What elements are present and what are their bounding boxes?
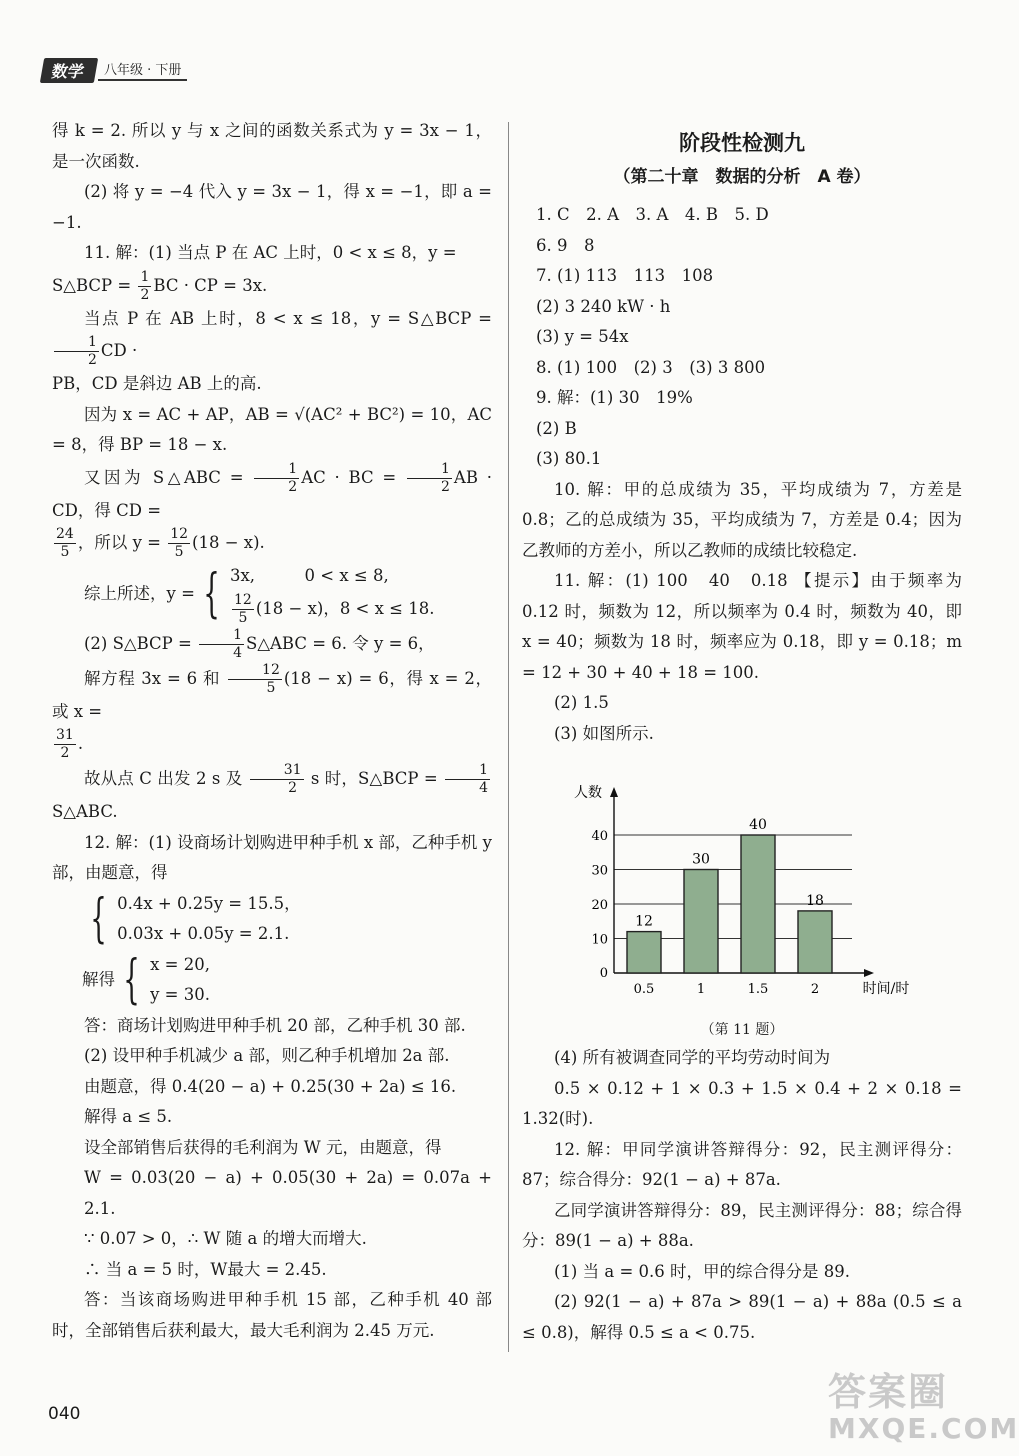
text-span: ，所以 y = [77,533,167,552]
x-tick-label: 1.5 [747,982,769,997]
y-tick-label: 30 [591,863,608,879]
text-line: 答：商场计划购进甲种手机 20 部，乙种手机 30 部. [84,1015,466,1035]
fraction [228,662,282,697]
fraction-numerator: 1 [254,461,299,479]
text-span: CD · [100,341,138,360]
fraction-numerator: 1 [54,334,99,352]
text-line [52,461,492,527]
watermark-logo [828,1370,1019,1444]
brace-symbol: { [203,563,220,624]
text-line: 9. 解：(1) 30 19% [536,388,693,407]
text-line [52,304,492,370]
text-line: (4) 所有被调查同学的平均劳动时间为 [554,1048,831,1067]
text-line: (3) y = 54x [536,327,629,346]
right-column [522,126,962,1348]
fraction-denominator: 5 [266,679,276,696]
text-line: (2) 92(1 − a) + 87a > 89(1 − a) + 88a (0.5 ≤ a ≤ 0.8)，解得 0.5 ≤ a < 0.75. [522,1292,962,1342]
text-line: 0.5 × 0.12 + 1 × 0.3 + 1.5 × 0.4 + 2 × 0.18 = 1.32(时). [522,1078,962,1128]
cases [230,561,435,627]
text-line: 由题意，得 0.4(20 − a) + 0.25(30 + 2a) ≤ 16. [84,1076,457,1096]
fraction-denominator: 2 [441,478,450,495]
text-line: PB，CD 是斜边 AB 上的高. [52,374,262,393]
x-tick-label: 0.5 [633,982,655,997]
text-line: 12. 解：(1) 设商场计划购进甲种手机 x 部，乙种手机 y 部，由题意，得 [52,832,492,882]
bar-value-label: 12 [635,913,653,930]
fraction [407,461,452,496]
text-span: . [77,734,84,753]
text-line: 解得 a ≤ 5. [84,1107,173,1126]
x-tick-label: 2 [810,982,820,997]
text-line: 设全部销售后获得的毛利润为 W 元，由题意，得 [84,1137,442,1157]
fraction-denominator: 5 [238,609,248,626]
case-line: 0.03x + 0.05y = 2.1. [117,924,290,943]
text-line [52,627,492,662]
fraction [232,592,254,627]
brace-symbol: { [123,950,140,1010]
watermark-url: MXQE.COM [828,1412,1019,1445]
bar-value-label: 30 [692,851,710,868]
fraction-denominator: 2 [140,286,150,303]
fraction-denominator: 2 [88,352,97,368]
text-span: 综上所述，y = [84,583,195,603]
text-span: AB · CD，得 CD = [52,467,492,520]
fraction [54,526,76,561]
fraction-denominator: 4 [479,780,488,796]
text-span: (2) S△BCP = [84,633,198,653]
cases [150,950,210,1011]
fraction [168,526,190,561]
case-line: 3x, 0 < x ≤ 8, [230,566,389,585]
text-line: 1. C 2. A 3. A 4. B 5. D [536,205,769,224]
fraction-numerator: 1 [199,627,244,645]
case-line: y = 30. [150,985,210,1004]
equation-solution [52,950,492,1011]
text-line: ∵ 0.07 > 0，∴ W 随 a 的增大而增大. [84,1229,367,1248]
fraction-numerator: 12 [234,591,252,608]
text-line: 答：当该商场购进甲种手机 15 部，乙种手机 40 部时，全部销售后获利最大，最大毛利润为 2.45 万元. [52,1290,492,1340]
fraction [54,727,76,762]
fraction-denominator: 5 [174,544,184,560]
text-line: 7. (1) 113 113 108 [536,266,714,285]
fraction [199,627,244,662]
text-line: (3) 80.1 [536,449,602,468]
text-span: (18 − x)，8 < x ≤ 18. [255,598,435,618]
fraction [54,334,99,369]
x-axis-label: 时间/时 [862,981,910,997]
text-line: 11. 解：(1) 当点 P 在 AC 上时，0 < x ≤ 8，y = [84,243,457,262]
fraction-numerator: 1 [407,461,452,479]
y-axis-label: 人数 [574,785,602,801]
fraction-numerator: 1 [445,762,490,780]
piecewise-function [52,561,492,627]
fraction [254,461,299,496]
text-line: 10. 解：甲的总成绩为 35，平均成绩为 7，方差是 0.8；乙的总成绩为 35，平均成绩为 7，方差是 0.4；因为乙教师的方差小，所以乙教师的成绩比较稳定. [522,479,962,560]
histogram-bar [684,870,718,974]
x-axis-arrow [864,969,874,977]
text-line [52,727,492,762]
histogram-bar [627,932,661,973]
text-line [52,526,492,561]
fraction-denominator: 5 [60,544,70,560]
origin-label: 0 [599,966,608,981]
y-tick-label: 10 [591,932,608,948]
fraction [445,762,490,797]
histogram-figure [522,759,962,1017]
fraction-numerator: 31 [56,727,74,743]
y-axis-arrow [610,787,618,797]
text-line [52,662,492,728]
text-line: 11. 解：(1) 100 40 0.18 【提示】由于频率为 0.12 时，频数为 12，所以频率为 0.4 时，频数为 40，即 x = 40；频数为 18 时，频率应为 0.18，即 y = 0.18；m = 12 + 30 + 40 + 18 = 100. [522,571,962,682]
fraction-denominator: 2 [60,745,70,761]
bar-value-label: 18 [806,892,824,909]
fraction-denominator: 2 [288,478,298,495]
page-header [42,58,187,82]
text-span: S△ABC. [52,802,118,821]
figure-caption: （第 11 题） [700,1022,784,1038]
fraction-numerator: 1 [140,268,150,285]
y-tick-label: 40 [591,829,608,844]
text-line: (1) 当 a = 0.6 时，甲的综合得分是 89. [554,1261,850,1281]
fraction-numerator: 12 [228,662,282,680]
text-line: 得 k = 2. 所以 y 与 x 之间的函数关系式为 y = 3x − 1，是一次函数. [52,121,492,171]
text-line: 因为 x = AC + AP，AB = √(AC² + BC²) = 10，AC = 8，得 BP = 18 − x. [52,404,492,454]
equation-system [52,889,492,950]
text-span: S△BCP = [52,275,137,295]
text-span: s 时，S△BCP = [305,769,444,788]
text-line: (2) 将 y = −4 代入 y = 3x − 1，得 x = −1，即 a = −1. [52,182,492,232]
column-divider [508,122,509,1352]
case-line [230,592,435,627]
section-title: 阶段性检测九 [679,131,805,155]
text-line: 乙同学演讲答辩得分：89，民主测评得分：88；综合得分：89(1 − a) + 88a. [522,1200,962,1250]
left-column [52,116,492,1346]
text-line: (2) 设甲种手机减少 a 部，则乙种手机增加 2a 部. [84,1046,450,1065]
grade-label: 八年级 · 下册 [98,59,187,81]
text-line: 8. (1) 100 (2) 3 (3) 3 800 [536,357,766,377]
text-span: 当点 P 在 AB 上时，8 < x ≤ 18，y = S△BCP = [84,308,492,328]
text-span: 解得 [82,969,115,989]
text-line: W = 0.03(20 − a) + 0.05(30 + 2a) = 0.07a + 2.1. [84,1168,492,1218]
fraction-denominator: 4 [233,644,243,661]
text-line [52,269,492,304]
page-number: 040 [48,1404,81,1424]
text-line: (3) 如图所示. [554,723,654,743]
text-line: 6. 9 8 [536,235,595,255]
fraction [250,762,304,797]
fraction-numerator: 31 [250,762,304,780]
histogram-chart [522,759,962,1017]
x-tick-label: 1 [696,982,706,997]
bar-value-label: 40 [749,817,767,833]
case-line: 0.4x + 0.25y = 15.5， [117,893,301,913]
text-line: ∴ 当 a = 5 时，W最大 = 2.45. [84,1259,327,1279]
case-line: x = 20, [150,954,210,974]
subject-badge: 数学 [40,58,98,83]
fraction-numerator: 12 [170,526,189,542]
section-subtitle: （第二十章 数据的分析 A 卷） [613,167,871,187]
fraction [138,269,151,304]
text-line: (2) 3 240 kW · h [536,296,671,316]
text-span: (18 − x) = 6，得 x = 2，或 x = [52,668,492,721]
text-span: BC · CP = 3x. [153,275,268,295]
text-span: 故从点 C 出发 2 s 及 [84,769,248,788]
histogram-bar [741,835,775,973]
text-line: (2) B [536,418,577,438]
text-line: 12. 解：甲同学演讲答辩得分：92，民主测评得分：87；综合得分：92(1 − a) + 87a. [522,1139,962,1189]
fraction-denominator: 2 [288,780,298,796]
histogram-bar [798,911,832,973]
text-span: (18 − x). [192,533,265,552]
cases [117,889,300,950]
brace-symbol: { [90,889,107,949]
text-span: 解方程 3x = 6 和 [84,668,227,688]
text-span: S△ABC = 6. 令 y = 6， [246,633,435,653]
fraction-numerator: 24 [56,526,74,542]
text-line [52,762,492,828]
text-line: (2) 1.5 [554,693,609,712]
text-span: 又因为 S△ABC = [84,467,253,487]
watermark-text: 答案圈 [828,1370,949,1414]
y-tick-label: 20 [591,898,608,913]
text-span: AC · BC = [301,467,405,487]
